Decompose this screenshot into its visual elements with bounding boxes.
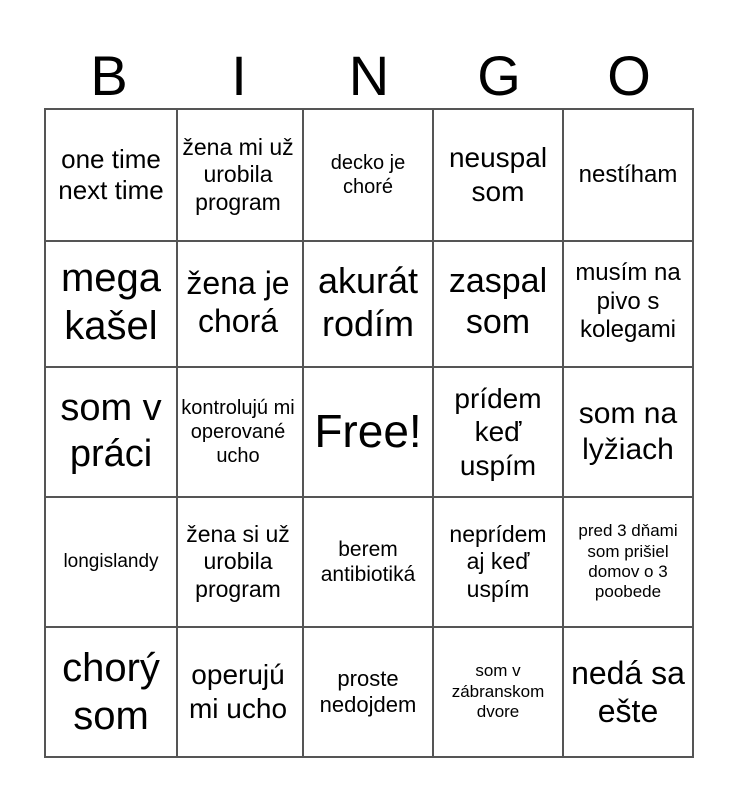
bingo-cell-r5-c1[interactable] xyxy=(46,628,178,758)
bingo-cell-r2-c2[interactable] xyxy=(174,238,304,368)
bingo-cell-r3-c4[interactable] xyxy=(434,368,564,498)
bingo-cell-text: berem antibiotiká xyxy=(320,537,416,586)
bingo-cell-r4-c4[interactable] xyxy=(434,498,564,628)
header-letter-i: I xyxy=(231,44,247,107)
bingo-cell-text: neprídem aj keď uspím xyxy=(449,520,547,602)
bingo-cell-text: mega kašel xyxy=(60,256,162,348)
bingo-cell-text: Free! xyxy=(314,405,422,458)
bingo-cell-r1-c5[interactable] xyxy=(564,110,694,242)
header-letter-g: G xyxy=(477,44,521,107)
bingo-cell-text: longislandy xyxy=(63,550,159,572)
header-letter-n: N xyxy=(348,44,390,107)
bingo-cell-r2-c3[interactable] xyxy=(304,238,434,368)
bingo-cell-text: proste nedojdem xyxy=(319,665,417,717)
bingo-cell-text: akurát rodím xyxy=(317,259,419,344)
header-letter-o: O xyxy=(607,44,651,107)
bingo-cell-text: prídem keď uspím xyxy=(454,382,542,481)
bingo-cell-text: zaspal som xyxy=(448,262,548,341)
bingo-cell-text: nedá sa ešte xyxy=(571,654,685,729)
bingo-cell-text: žena mi už urobila program xyxy=(182,133,294,215)
bingo-header xyxy=(44,44,694,108)
bingo-cell-text: pred 3 dňami som prišiel domov o 3 poobede xyxy=(578,521,678,602)
bingo-cell-text: decko je choré xyxy=(330,152,406,198)
bingo-cell-text: nestíham xyxy=(578,160,678,188)
bingo-cell-text: som v zábranskom dvore xyxy=(451,661,545,722)
bingo-cell-text: chorý som xyxy=(62,646,160,738)
bingo-cell-r5-c2[interactable] xyxy=(174,628,304,758)
bingo-cell-r4-c5[interactable] xyxy=(564,498,694,628)
bingo-cell-text: žena si už urobila program xyxy=(186,520,290,602)
bingo-cell-r5-c4[interactable] xyxy=(434,628,564,758)
bingo-cell-r3-c2[interactable] xyxy=(174,368,304,498)
bingo-cell-r4-c2[interactable] xyxy=(174,498,304,628)
bingo-cell-r1-c4[interactable] xyxy=(434,110,564,242)
bingo-cell-text: neuspal som xyxy=(448,142,548,207)
bingo-cell-r5-c3[interactable] xyxy=(304,628,434,758)
bingo-cell-r3-c1[interactable] xyxy=(46,368,178,498)
bingo-cell-r4-c1[interactable] xyxy=(46,498,178,628)
bingo-cell-r4-c3[interactable] xyxy=(304,498,434,628)
header-letter-b: B xyxy=(90,44,128,107)
bingo-cell-text: musím na pivo s kolegami xyxy=(575,258,681,344)
bingo-grid xyxy=(44,108,694,758)
bingo-cell-r1-c3[interactable] xyxy=(304,110,434,242)
bingo-cell-r2-c1[interactable] xyxy=(46,238,178,368)
bingo-cell-text: operujú mi ucho xyxy=(188,659,288,724)
bingo-cell-r1-c1[interactable] xyxy=(46,110,178,242)
bingo-cell-text: som v práci xyxy=(60,387,162,475)
bingo-cell-text: kontrolujú mi operované ucho xyxy=(181,397,295,467)
bingo-cell-r2-c5[interactable] xyxy=(564,238,694,368)
bingo-cell-r3-c5[interactable] xyxy=(564,368,694,498)
bingo-cell-r5-c5[interactable] xyxy=(564,628,694,758)
bingo-cell-r1-c2[interactable] xyxy=(174,110,304,242)
bingo-cell-r2-c4[interactable] xyxy=(434,238,564,368)
bingo-cell-text: som na lyžiach xyxy=(578,397,678,466)
bingo-cell-text: one time next time xyxy=(58,143,164,205)
bingo-cell-r3-c3[interactable] xyxy=(304,368,434,498)
bingo-cell-text: žena je chorá xyxy=(186,264,290,339)
